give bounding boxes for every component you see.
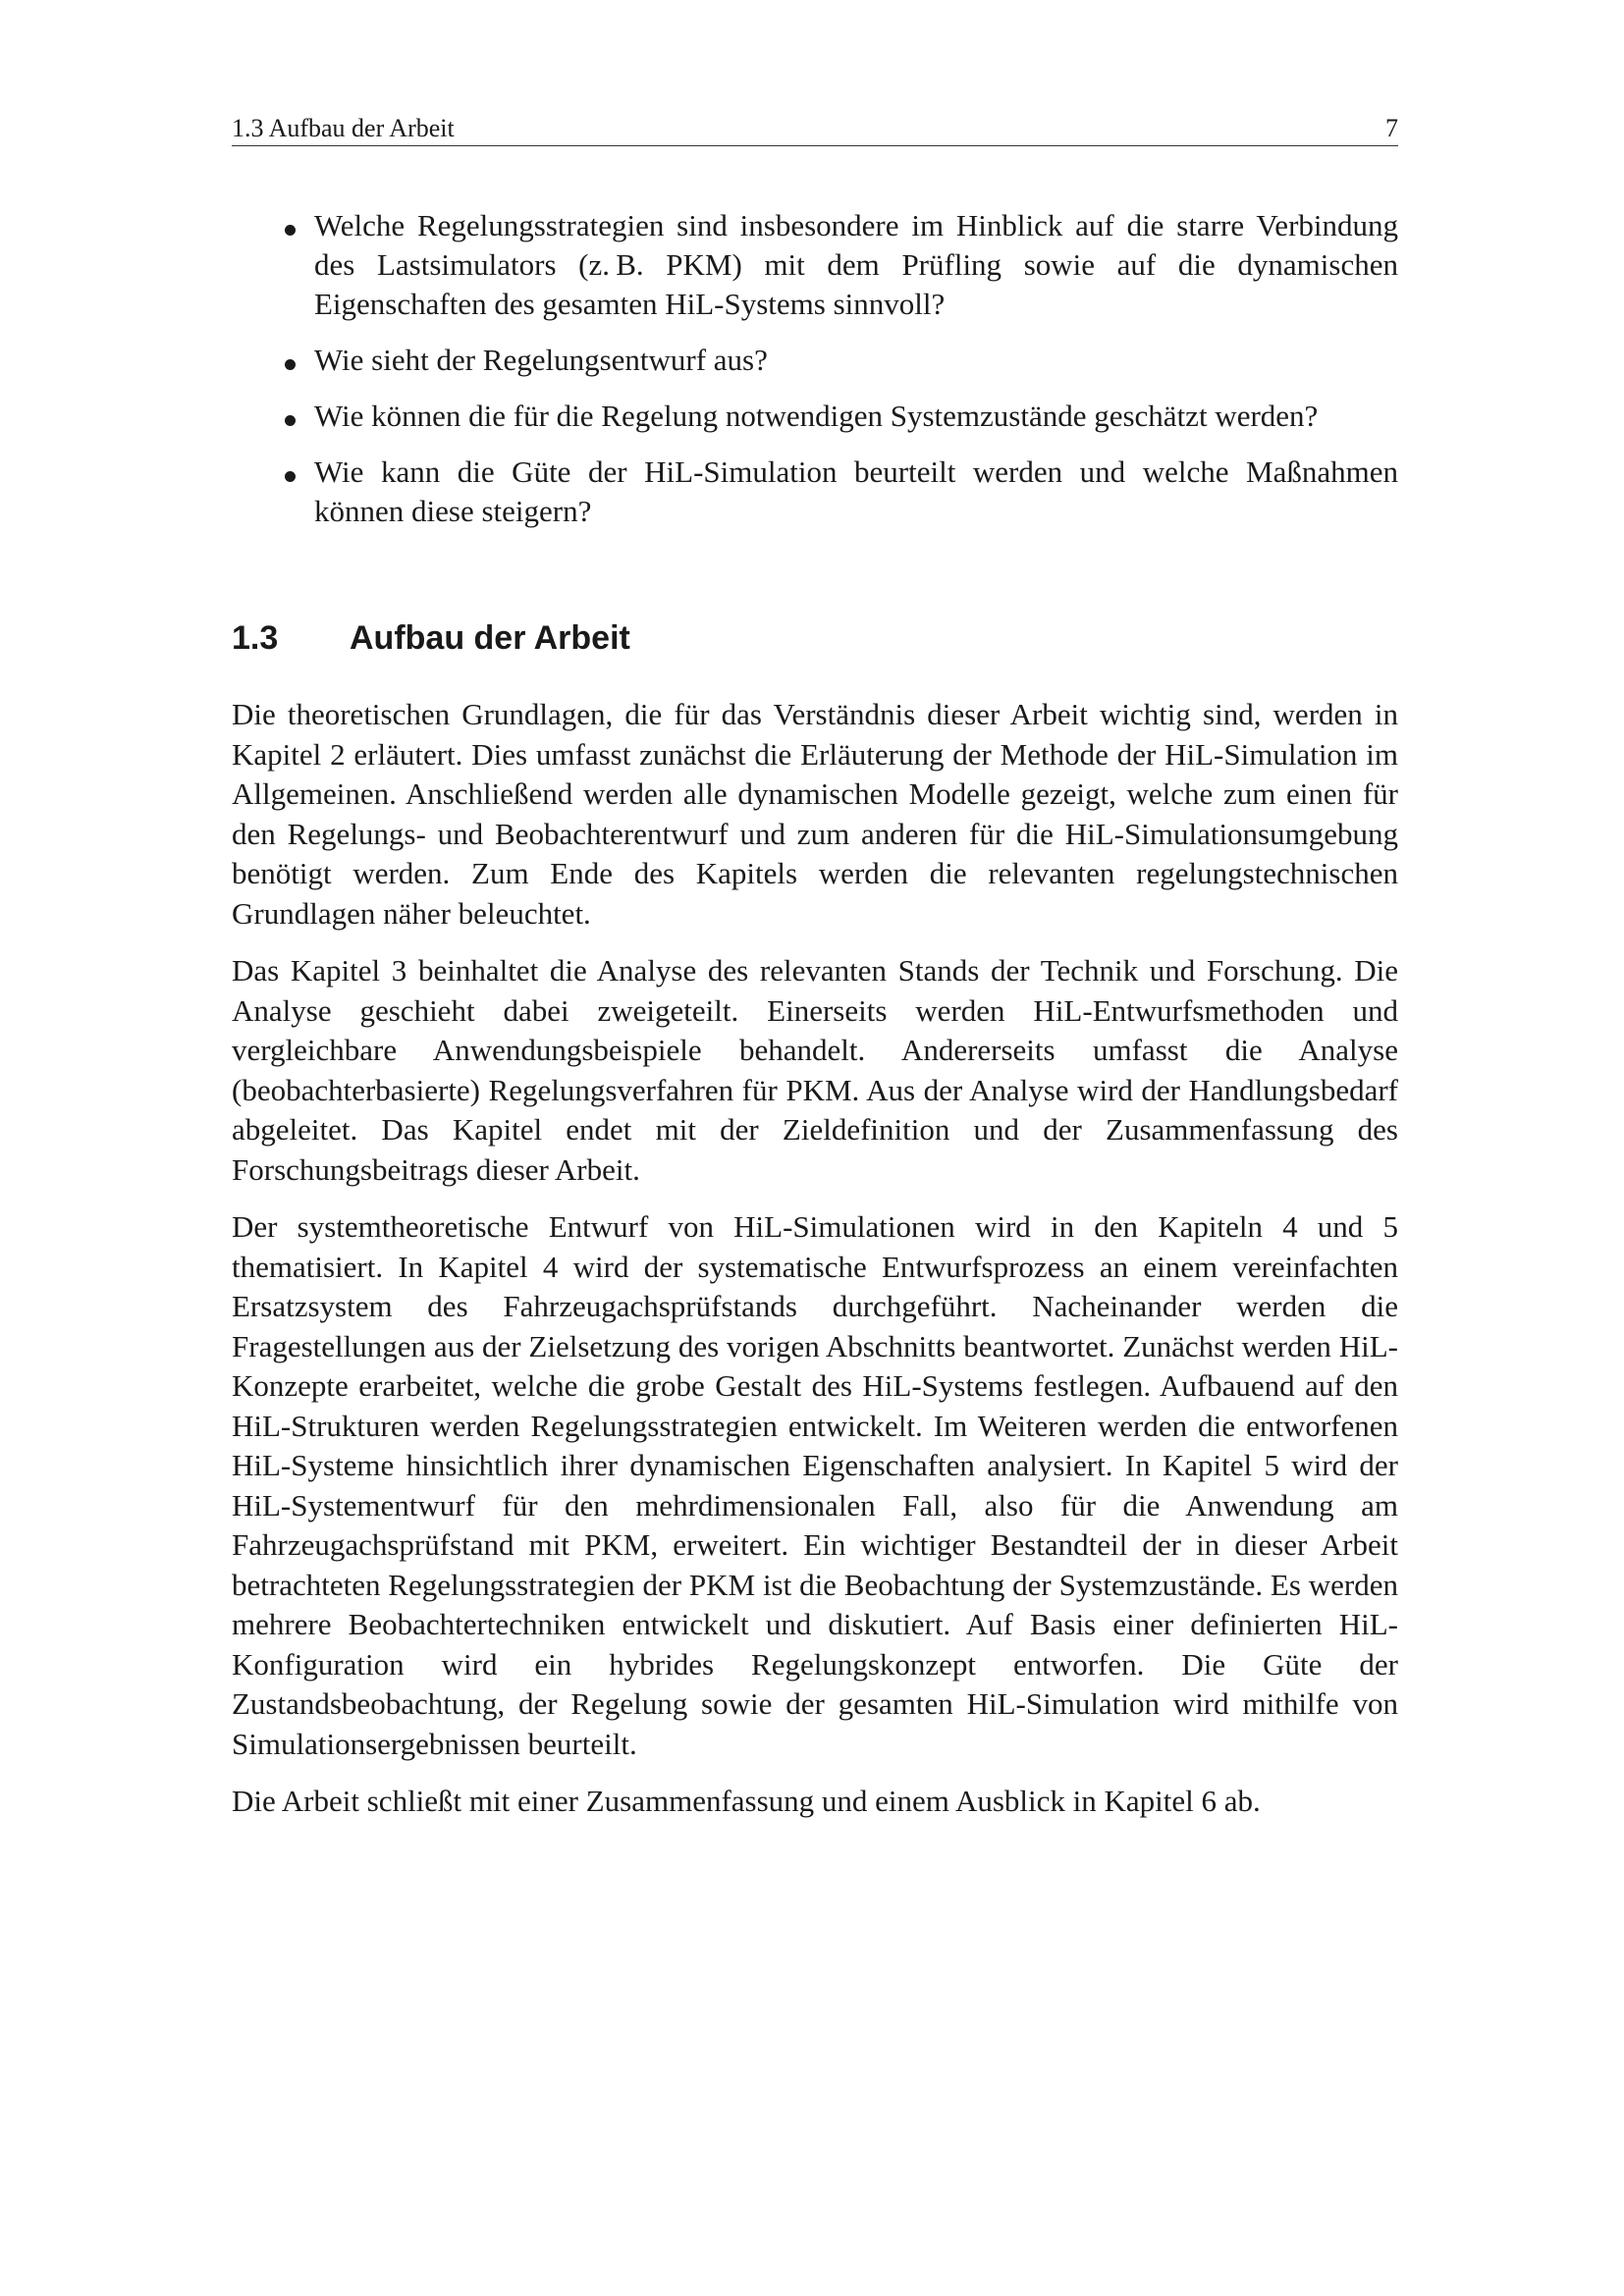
list-item — [232, 341, 1398, 380]
section-body — [232, 695, 1398, 1840]
paragraph: Der systemtheoretische Entwurf von HiL-Simulationen wird in den Kapiteln 4 und 5 thematisiert. In Kapitel 4 wird der systematische Entwurfsprozess an einem vereinfachten Ersatzsystem des Fahrzeugachsprüfstands durchgeführt. Nacheinander werden die Fragestellungen aus der Zielsetzung des vorigen Abschnitts beantwortet. Zunächst werden HiL-Konzepte erarbeitet, welche die grobe Gestalt des HiL-Systems festlegen. Aufbauend auf den HiL-Strukturen werden Regelungsstrategien entwickelt. Im Weiteren werden die entworfenen HiL-Systeme hinsichtlich ihrer dynamischen Eigenschaften analysiert. In Kapitel 5 wird der HiL-Systementwurf für den mehrdimensionalen Fall, also für die Anwendung am Fahrzeugachsprüfstand mit PKM, erweitert. Ein wichtiger Bestandteil der in dieser Arbeit betrachteten Regelungsstrategien der PKM ist die Beobachtung der Systemzustände. Es werden mehrere Beobachtertechniken entwickelt und diskutiert. Auf Basis einer definierten HiL-Konfiguration wird ein hybrides Regelungskonzept entworfen. Die Güte der Zustandsbeobachtung, der Regelung sowie der gesamten HiL-Simulation wird mithilfe von Simulationsergebnissen beurteilt. — [232, 1209, 1398, 1761]
list-item — [232, 206, 1398, 324]
paragraph: Die Arbeit schließt mit einer Zusammenfassung und einem Ausblick in Kapitel 6 ab. — [232, 1784, 1261, 1818]
list-item — [232, 397, 1398, 436]
page-number: 7 — [1385, 114, 1398, 142]
bullet-icon — [285, 415, 296, 426]
list-item-text: Wie kann die Güte der HiL-Simulation beurteilt werden und welche Maßnahmen können diese steigern? — [314, 454, 1398, 528]
paragraph: Das Kapitel 3 beinhaltet die Analyse des relevanten Stands der Technik und Forschung. Die Analyse geschieht dabei zweigeteilt. Einerseits werden HiL-Entwurfsmethoden und vergleichbare Anwendungsbeispiele behandelt. Andererseits umfasst die Analyse (beobachterbasierte) Regelungsverfahren für PKM. Aus der Analyse wird der Handlungsbedarf abgeleitet. Das Kapitel endet mit der Zieldefinition und der Zusammenfassung des Forschungsbeitrags dieser Arbeit. — [232, 953, 1398, 1187]
section-heading — [232, 618, 1398, 658]
running-header — [232, 112, 1398, 146]
section-title: Aufbau der Arbeit — [350, 619, 630, 657]
bullet-icon — [285, 225, 296, 236]
list-item-text: Welche Regelungsstrategien sind insbesondere im Hinblick auf die starre Verbindung des Lastsimulators (z. B. PKM) mit dem Prüfling sowie auf die dynamischen Eigenschaften des gesamten HiL-Systems sinnvoll? — [314, 208, 1398, 321]
bullet-icon — [285, 471, 296, 482]
paragraph: Die theoretischen Grundlagen, die für das Verständnis dieser Arbeit wichtig sind, werden in Kapitel 2 erläutert. Dies umfasst zunächst die Erläuterung der Methode der HiL-Simulation im Allgemeinen. Anschließend werden alle dynamischen Modelle gezeigt, welche zum einen für den Regelungs- und Beobachterentwurf und zum anderen für die HiL-Simulationsumgebung benötigt werden. Zum Ende des Kapitels werden die relevanten regelungstechnischen Grundlagen näher beleuchtet. — [232, 697, 1398, 931]
list-item — [232, 453, 1398, 531]
research-questions-list — [232, 206, 1398, 548]
list-item-text: Wie können die für die Regelung notwendigen Systemzustände geschätzt werden? — [314, 399, 1319, 433]
bullet-icon — [285, 359, 296, 370]
section-number: 1.3 — [232, 619, 279, 657]
list-item-text: Wie sieht der Regelungsentwurf aus? — [314, 343, 768, 377]
running-header-title: 1.3 Aufbau der Arbeit — [232, 114, 455, 142]
